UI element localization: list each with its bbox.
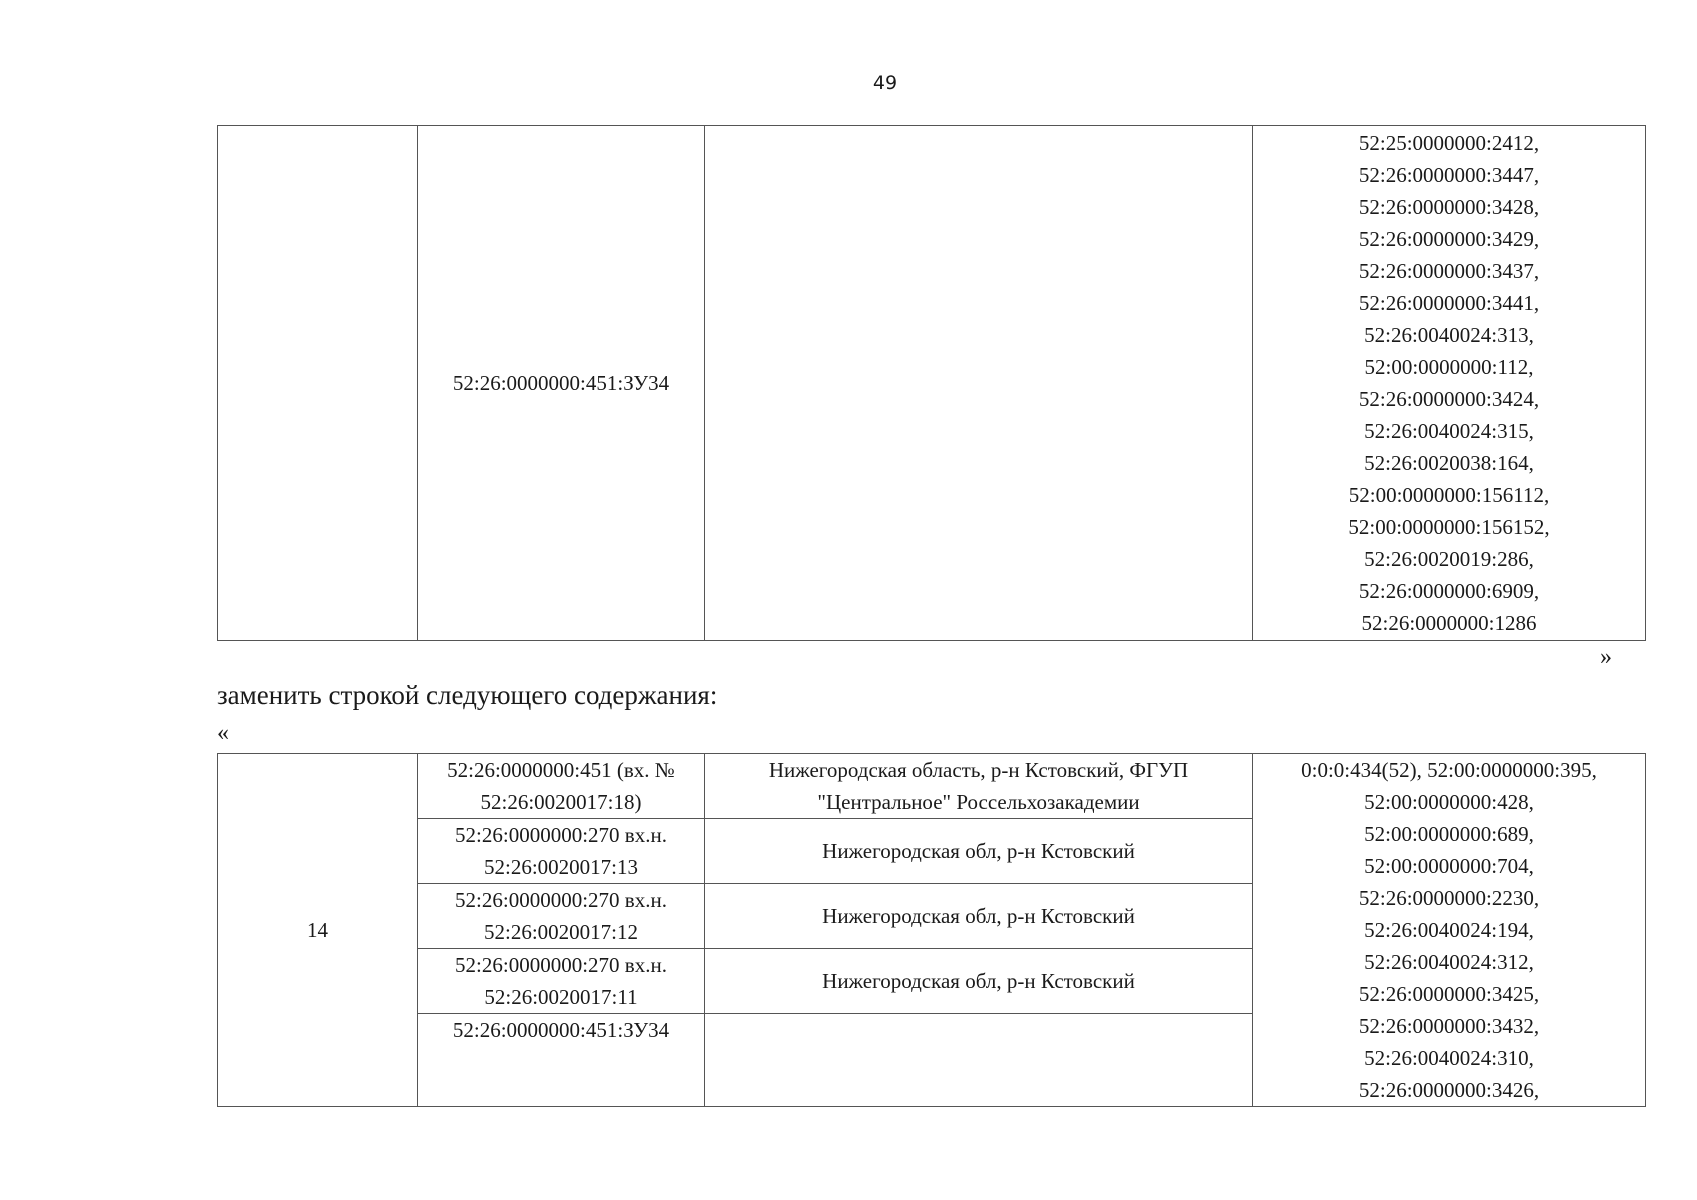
related-number: 52:26:0020019:286, — [1364, 547, 1534, 571]
previous-table-row — [217, 125, 1646, 641]
related-number: 52:25:0000000:2412, — [1358, 131, 1540, 155]
address-cell — [705, 949, 1253, 1014]
cadastral-number-cell — [418, 884, 705, 949]
related-number: 52:26:0000000:6909, — [1358, 579, 1540, 603]
related-number: 52:26:0000000:3425, — [1358, 982, 1540, 1006]
related-number: 52:26:0040024:194, — [1364, 918, 1534, 942]
cadastral-line: 52:26:0020017:12 — [483, 920, 638, 944]
replace-instruction: заменить строкой следующего содержания: — [217, 680, 718, 710]
related-number: 52:00:0000000:689, — [1364, 822, 1534, 846]
related-number: 52:26:0000000:3424, — [1358, 387, 1540, 411]
related-number: 52:26:0000000:3432, — [1358, 1014, 1540, 1038]
address-line: Нижегородская обл, р-н Кстовский — [822, 904, 1135, 928]
cadastral-number-cell — [418, 949, 705, 1014]
related-number: 52:00:0000000:428, — [1364, 790, 1534, 814]
address-cell — [705, 884, 1253, 949]
cadastral-line: 52:26:0000000:270 вх.н. — [455, 823, 667, 847]
related-number: 52:26:0000000:2230, — [1358, 886, 1540, 910]
row-number-cell: 14 — [218, 754, 418, 1107]
cadastral-line: 52:26:0020017:18) — [480, 790, 642, 814]
cadastral-number-cell — [418, 754, 705, 819]
related-number: 0:0:0:434(52), 52:00:0000000:395, — [1301, 758, 1597, 782]
address-cell — [705, 126, 1253, 641]
related-number: 52:00:0000000:112, — [1364, 355, 1534, 379]
cadastral-line: 52:26:0000000:270 вх.н. — [455, 888, 667, 912]
row-number-cell — [218, 126, 418, 641]
related-number: 52:26:0040024:310, — [1364, 1046, 1534, 1070]
address-cell — [705, 1014, 1253, 1107]
related-number: 52:00:0000000:156152, — [1348, 515, 1550, 539]
address-line: Нижегородская обл, р-н Кстовский — [822, 839, 1135, 863]
table-row — [218, 126, 1646, 641]
cadastral-line: 52:26:0000000:270 вх.н. — [455, 953, 667, 977]
related-number: 52:26:0020038:164, — [1364, 451, 1534, 475]
cadastral-number-cell — [418, 1014, 705, 1107]
related-number: 52:26:0000000:3441, — [1358, 291, 1540, 315]
closing-quote: » — [1600, 644, 1612, 670]
related-number: 52:26:0000000:3437, — [1358, 259, 1540, 283]
related-number: 52:26:0040024:313, — [1364, 323, 1534, 347]
table-row — [218, 754, 1646, 819]
address-cell — [705, 754, 1253, 819]
related-number: 52:26:0000000:3428, — [1358, 195, 1540, 219]
related-numbers-cell — [1253, 754, 1646, 1107]
related-number: 52:00:0000000:156112, — [1348, 483, 1550, 507]
cadastral-line: 52:26:0020017:13 — [483, 855, 638, 879]
cadastral-number-cell — [418, 819, 705, 884]
address-cell — [705, 819, 1253, 884]
related-number: 52:26:0040024:315, — [1364, 419, 1534, 443]
cadastral-number-cell: 52:26:0000000:451:ЗУ34 — [418, 126, 705, 641]
related-number: 52:26:0000000:3426, — [1358, 1078, 1540, 1102]
related-number: 52:26:0000000:3447, — [1358, 163, 1540, 187]
page-number: 49 — [872, 72, 898, 94]
cadastral-line: 52:26:0000000:451 (вх. № — [447, 758, 675, 782]
cadastral-line: 52:26:0000000:451:ЗУ34 — [452, 1018, 670, 1042]
related-number: 52:26:0000000:1286 — [1361, 611, 1537, 635]
related-numbers-cell — [1253, 126, 1646, 641]
address-line: Нижегородская область, р-н Кстовский, ФГУП — [768, 758, 1189, 782]
opening-quote: « — [217, 720, 229, 746]
address-line: "Центральное" Россельхозакадемии — [817, 790, 1140, 814]
cadastral-line: 52:26:0020017:11 — [484, 985, 638, 1009]
related-number: 52:00:0000000:704, — [1364, 854, 1534, 878]
replacement-table-row — [217, 753, 1646, 1107]
related-number: 52:26:0000000:3429, — [1358, 227, 1540, 251]
related-number: 52:26:0040024:312, — [1364, 950, 1534, 974]
address-line: Нижегородская обл, р-н Кстовский — [822, 969, 1135, 993]
